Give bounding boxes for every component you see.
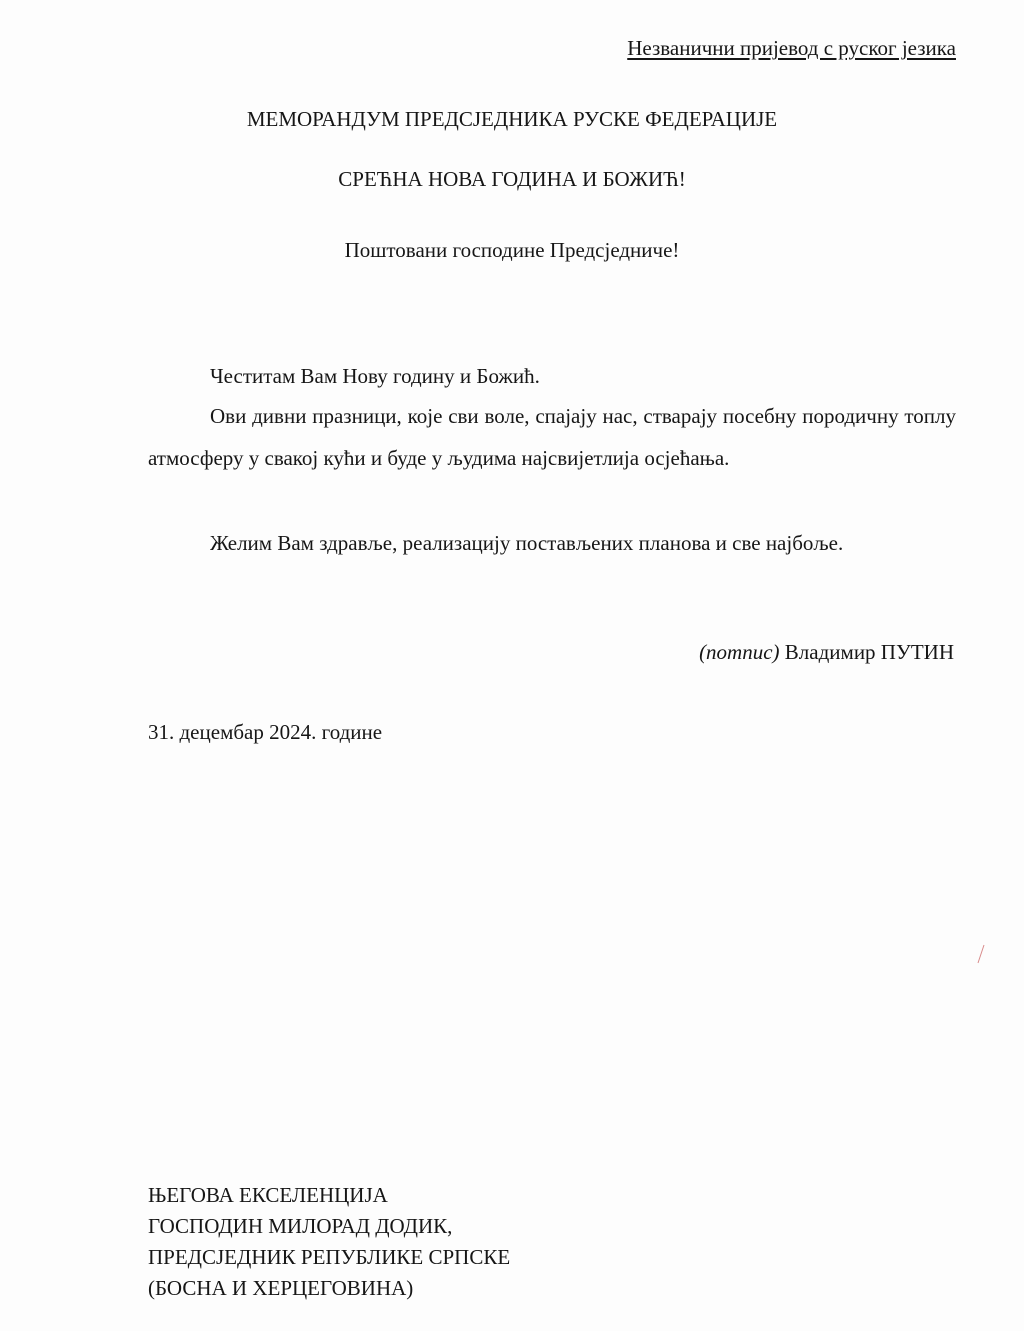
signatory-name: Владимир ПУТИН [784,640,954,664]
document-date: 31. децембар 2024. године [148,720,383,744]
paragraph-congratulations: Честитам Вам Нову годину и Божић. [210,364,540,388]
memorandum-heading: МЕМОРАНДУМ ПРЕДСЈЕДНИКА РУСКЕ ФЕДЕРАЦИЈЕ [246,107,778,131]
signature-line [699,640,954,665]
paragraph-holidays: Ови дивни празници, које сви воле, спајају нас, стварају посебну породичну топлу атмосферу у свакој кући и буде у људима најсвијетлија осјећања. [148,404,956,470]
paragraph-wishes: Желим Вам здравље, реализацију постављених планова и све најбоље. [210,531,844,555]
pen-stroke-mark [976,944,986,964]
recipient-line-4: (БОСНА И ХЕРЦЕГОВИНА) [148,1276,414,1300]
recipient-address [148,1180,510,1304]
unofficial-translation-note: Незванични пријевод с руског језика [627,36,956,60]
recipient-line-3: ПРЕДСЈЕДНИК РЕПУБЛИКЕ СРПСКЕ [148,1245,511,1269]
signature-mark: (потпис) [699,640,780,664]
recipient-line-2: ГОСПОДИН МИЛОРАД ДОДИК, [148,1214,453,1238]
salutation: Поштовани господине Предсједниче! [344,238,680,262]
greeting-title: СРЕЋНА НОВА ГОДИНА И БОЖИЋ! [338,167,686,191]
recipient-line-1: ЊЕГОВА ЕКСЕЛЕНЦИЈА [148,1183,388,1207]
